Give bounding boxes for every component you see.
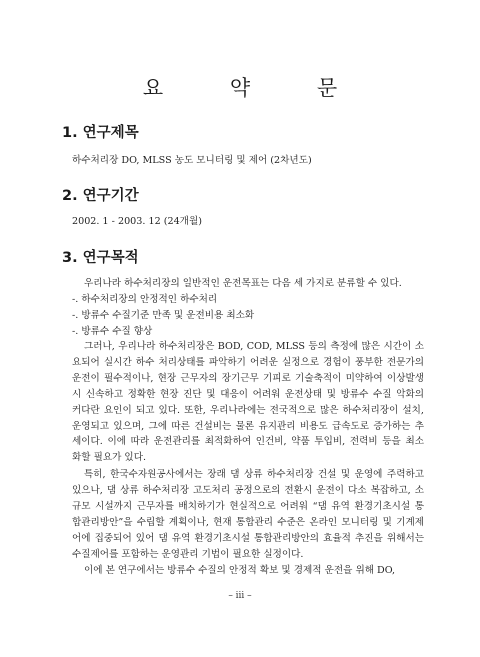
purpose-paragraph-1 <box>72 339 424 466</box>
purpose-paragraph-2 <box>72 467 424 562</box>
paragraph-line: 특히, 한국수자원공사에서는 장래 댐 상류 하수처리장 건설 및 운영에 주력하고 <box>84 469 424 480</box>
paragraph-line: 어에 집중되어 있어 댐 유역 환경기초시설 통합관리방안의 효율적 추진을 위해서는 <box>72 532 424 544</box>
research-period-text: 2002. 1 - 2003. 12 (24개월) <box>72 216 202 227</box>
paragraph-line: 합관리방안”을 수립할 계획이나, 현재 통합관리 수준은 온라인 모니터링 및 기계제 <box>72 516 424 528</box>
purpose-paragraph-3 <box>72 563 424 579</box>
paragraph-line: 화할 필요가 있다. <box>72 452 147 464</box>
page-title: 요 약 문 <box>142 76 368 100</box>
paragraph-line: 그러나, 우리나라 하수처리장은 BOD, COD, MLSS 등의 측정에 많은 시간이 소 <box>84 341 424 352</box>
paragraph-line: 요되어 실시간 하수 처리상태를 파악하기 어려운 실정으로 경험이 풍부한 전문가의 <box>72 356 424 368</box>
paragraph-line: 세이다. 이에 따라 운전관리를 최적화하여 인건비, 약품 투입비, 전력비 등을 최소 <box>72 436 424 448</box>
paragraph-line: 커다란 요인이 되고 있다. 또한, 우리나라에는 전국적으로 많은 하수처리장이 설치, <box>72 404 424 416</box>
paragraph-line: 규모 시설까지 근무자를 배치하기가 현실적으로 어려워 “댐 유역 환경기초시설 통 <box>72 500 424 512</box>
paragraph-line: 수질제어를 포함하는 운영관리 기법이 필요한 실정이다. <box>72 548 304 560</box>
paragraph-line: 이에 본 연구에서는 방류수 수질의 안정적 확보 및 경제적 운전을 위해 DO, <box>84 565 396 576</box>
section-heading-research-period: 2. 연구기간 <box>62 188 139 204</box>
purpose-intro: 우리나라 하수처리장의 일반적인 운전목표는 다음 세 가지로 분류할 수 있다. <box>84 278 402 289</box>
page-number: – iii – <box>228 591 252 601</box>
purpose-item: -. 하수처리장의 안정적인 하수처리 <box>72 294 218 305</box>
research-title-text: 하수처리장 DO, MLSS 농도 모니터링 및 제어 (2차년도) <box>72 155 312 166</box>
purpose-item: -. 방류수 수질기준 만족 및 운전비용 최소화 <box>72 310 255 321</box>
section-heading-research-title: 1. 연구제목 <box>62 125 139 141</box>
paragraph-line: 운전이 필수적이나, 현장 근무자의 장기근무 기피로 기술축적이 미약하여 이상발생 <box>72 372 424 384</box>
section-heading-research-purpose: 3. 연구목적 <box>62 250 139 266</box>
paragraph-line: 시 신속하고 정확한 현장 진단 및 대응이 어려워 운전상태 및 방류수 수질 악화의 <box>72 388 424 400</box>
purpose-item: -. 방류수 수질 향상 <box>72 326 153 337</box>
paragraph-line: 운영되고 있으며, 그에 따른 건설비는 물론 유지관리 비용도 급속도로 증가하는 추 <box>72 420 424 432</box>
paragraph-line: 있으나, 댐 상류 하수처리장 고도처리 공정으로의 전환시 운전이 다소 복잡하고, 소 <box>72 484 424 496</box>
